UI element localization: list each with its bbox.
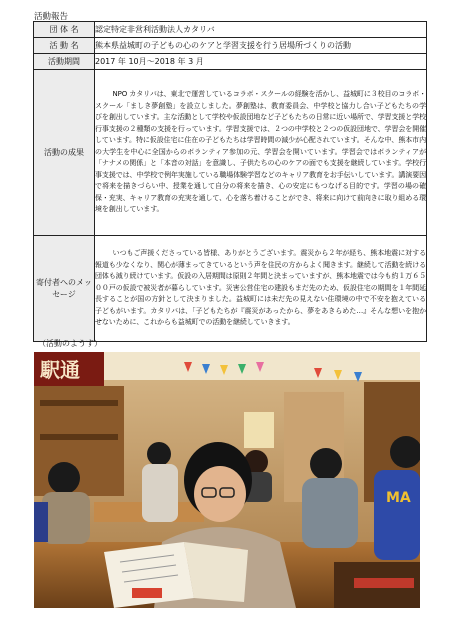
- activity-period-value: 2017 年 10月～2018 年 3 月: [95, 54, 427, 70]
- photo-caption: （活動のようす）: [38, 339, 102, 348]
- message-label: 寄付者へのメッセージ: [34, 236, 95, 342]
- results-cell: [95, 70, 427, 236]
- activity-period-label: 活動期間: [34, 54, 95, 70]
- page-title: 活動報告: [34, 12, 69, 22]
- org-name-label: 団 体 名: [34, 22, 95, 38]
- activity-photo: [34, 352, 420, 608]
- results-label: 活動の成果: [34, 70, 95, 236]
- org-name-value: 認定特定非営利活動法人カタリバ: [95, 22, 427, 38]
- activity-photo-illustration: [34, 352, 420, 608]
- shirt-text: MA: [386, 490, 411, 506]
- activity-name-value: 熊本県益城町の子どもの心のケアと学習支援を行う居場所づくりの活動: [95, 38, 427, 54]
- results-text: NPO カタリバは、東北で運営しているコラボ・スクールの経験を活かし、益城町に３校目のコラボ・スクール「ましき夢創塾」を設立しました。夢創塾は、教育委員会、中学校と協力し合い子どもたちの学びを創出しています。主な活動として学校や仮設団地など子どもたちの日常に近い場所で、学習支援と学校行事支援の２種類の支援を行っています。学習支援では、２つの中学校と２つの仮設団地で、学習会を開催しています。特に仮設住宅に住在の子どもたちは学習時間の減少が心配されています。そんな中、熊本市内の大学生を中心に全国からのボランティア参加の元、学習会を開いています。学習会ではボランティアが「ナナメの関係」と「本音の対話」を意識し、子供たちの心のケアの面でも支援を継続しています。学校行事支援では、中学校で例年実施している職場体験学習などのキャリア教育をお手伝いしています。講演要因で将来を描きづらい中、授業を通して自分の将来を描き、心の安定にもつなげる目的です。学習の場の確保・充実、キャリア教育の充実を通して、心を落ち着けることができ、将来に向けて前向きに取り組める環境を創出しています。: [95, 90, 426, 214]
- message-text: いつもご声援くださっている皆様、ありがとうございます。震災から２年が経ち、熊本地震に対する報道も少なくなり、関心が薄まってきているという声を住民の方からよく聞きます。継続して活動を続ける団体も減り続けています。仮設の入居期間は原則２年間と決まっていますが、熊本地震では今も約１万６５００戸の仮設で被災者が暮らしています。災害公営住宅の建設もまだ先のため、仮設住宅の期間を１年間延長することが国の方針として決まりました。益城町には未だ先の見えない住環境の中で不安を抱えている子どもがいます。カタリバは、「子どもたちが『震災があったから、夢をあきらめた…』そんな想いを抱かせないために、これからも益城町での活動を継続していきます。: [95, 249, 426, 327]
- activity-name-label: 活 動 名: [34, 38, 95, 54]
- wall-sign-text: 駅通: [40, 358, 80, 382]
- message-cell: [95, 236, 427, 342]
- report-table: [33, 21, 427, 342]
- open-book: [104, 542, 248, 608]
